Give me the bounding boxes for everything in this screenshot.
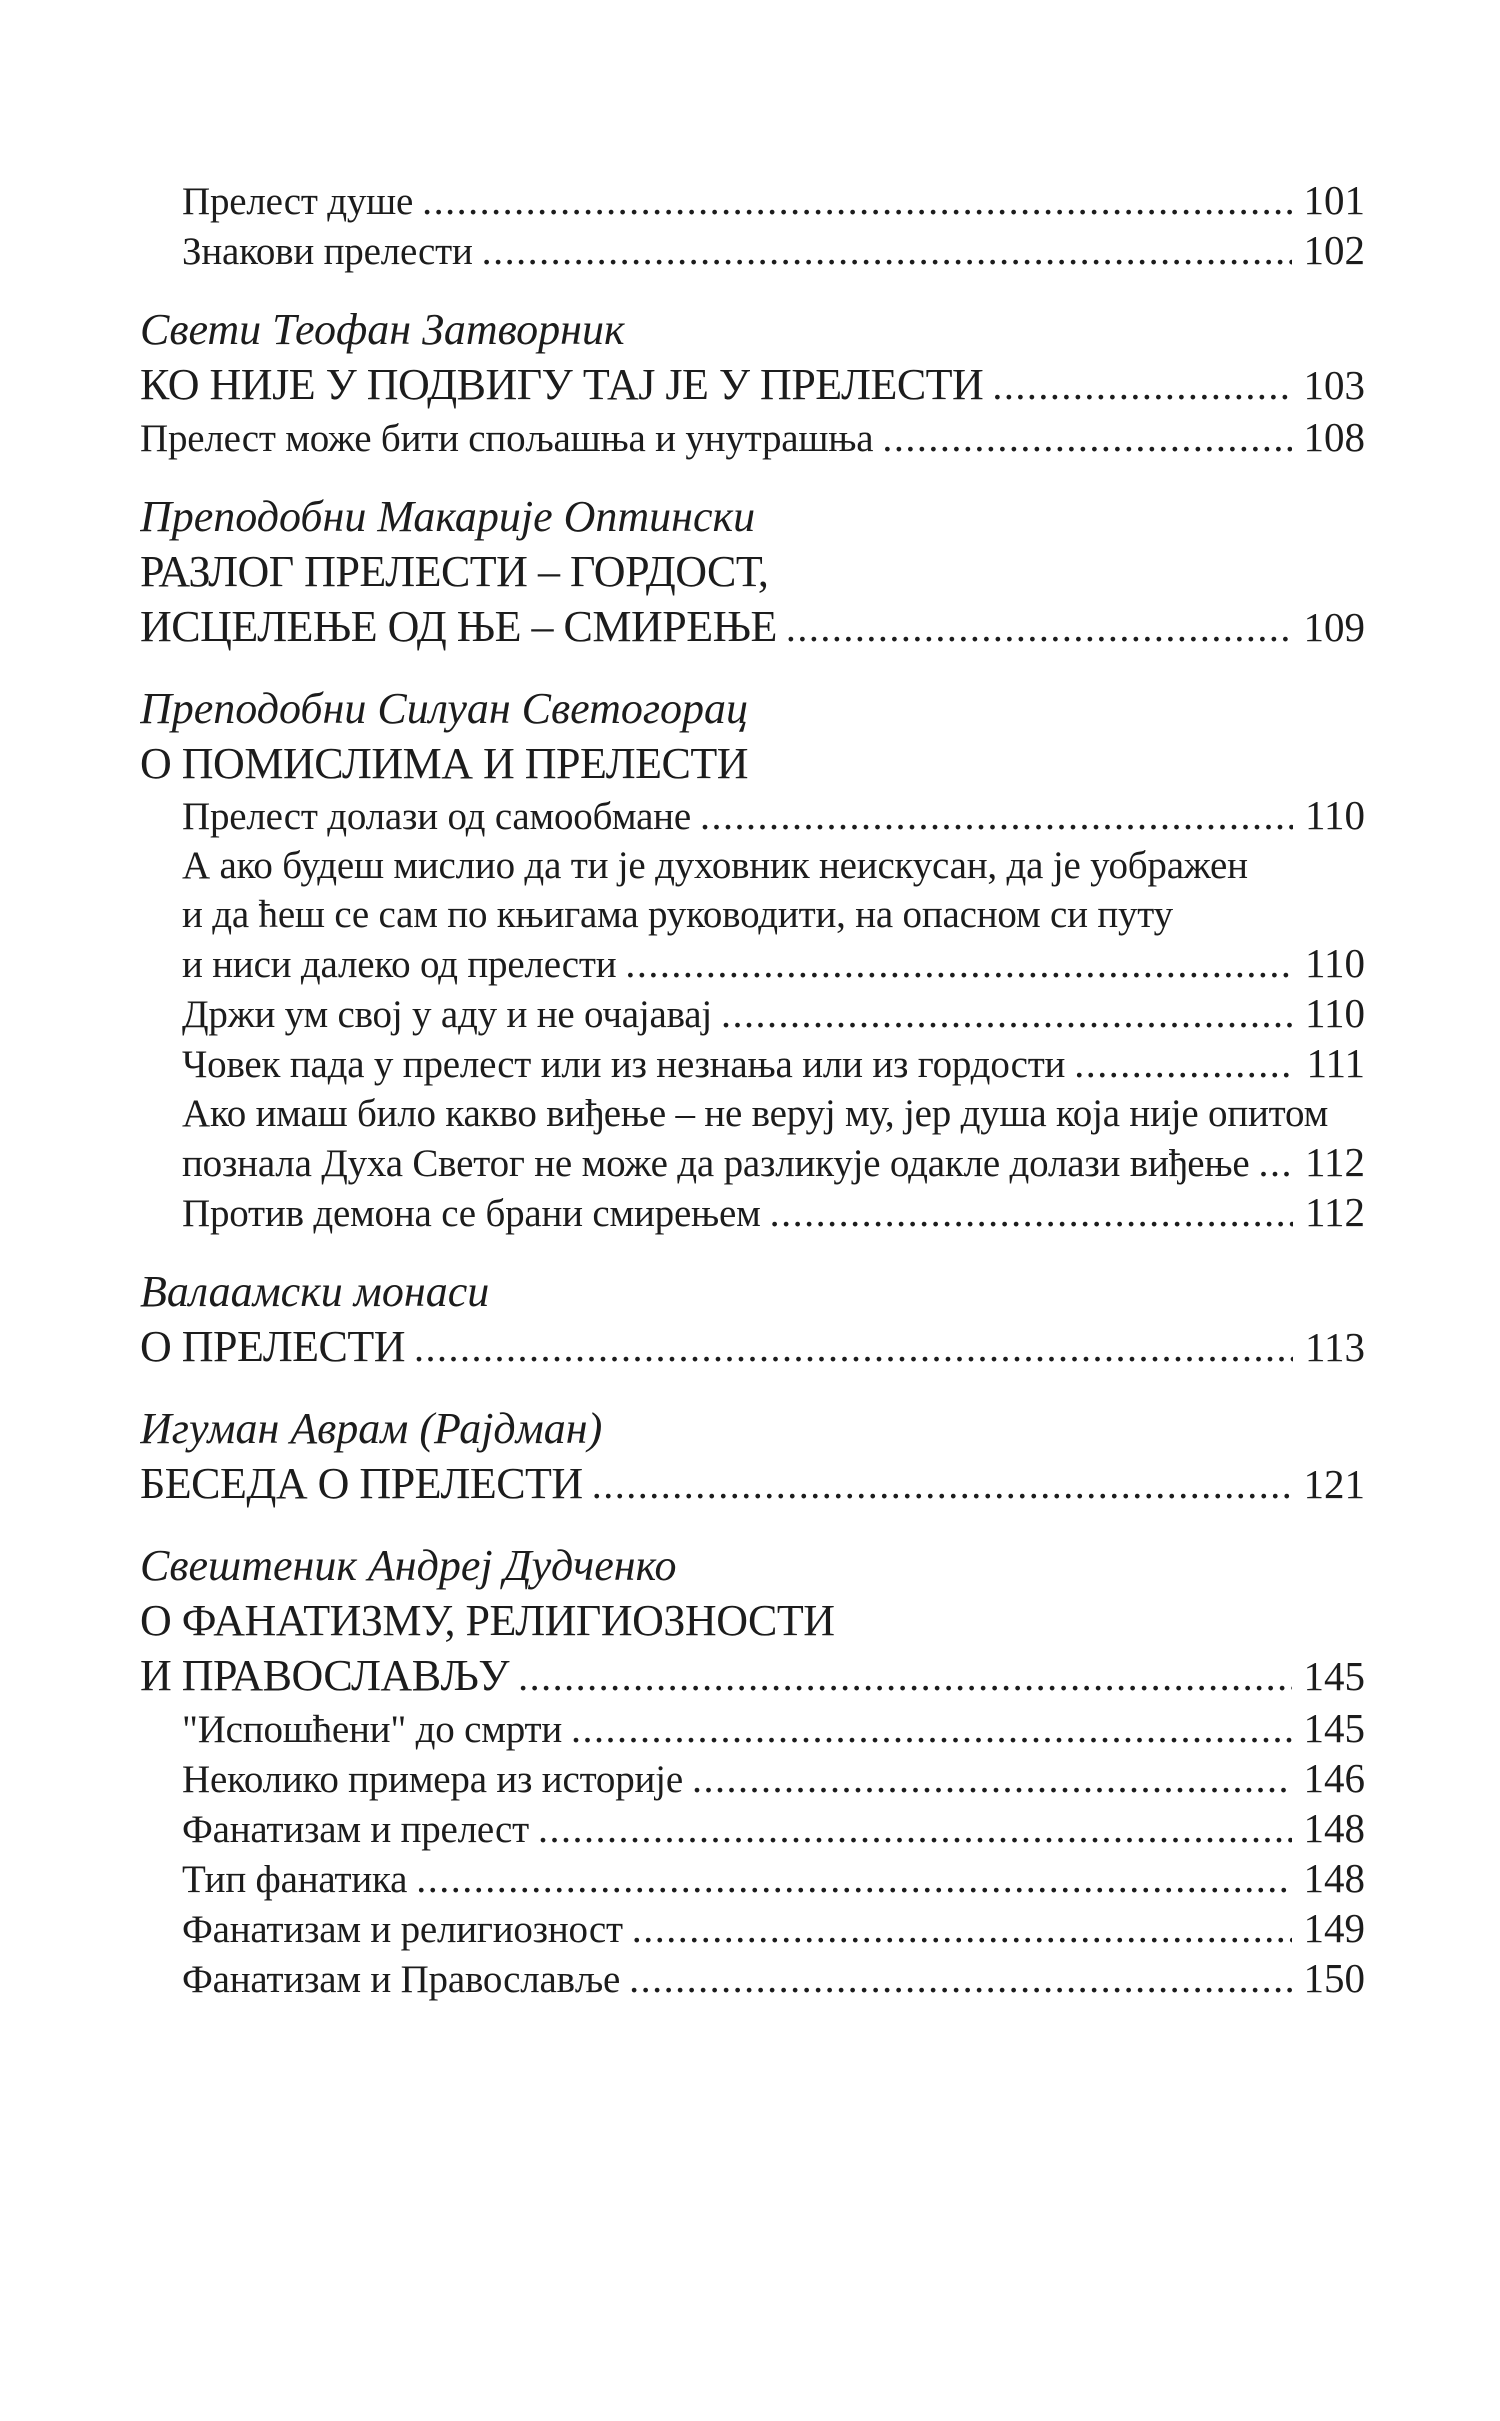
toc-author-row <box>140 302 1365 357</box>
toc-page-number: 112 <box>1305 1189 1365 1235</box>
toc-entry-row <box>140 1804 1365 1854</box>
toc-row-text: Држи ум свој у аду и не очајавај <box>182 993 713 1036</box>
dot-leader <box>721 989 1293 1038</box>
dot-leader <box>1259 1138 1294 1187</box>
dot-leader <box>786 600 1292 655</box>
toc-page-number: 110 <box>1305 792 1365 838</box>
toc-page-number: 101 <box>1303 177 1365 223</box>
toc-entry-row <box>140 1904 1365 1954</box>
toc-entry-row <box>140 1704 1365 1754</box>
toc-page-number: 149 <box>1303 1905 1365 1951</box>
dot-leader <box>700 791 1293 840</box>
toc-title-row <box>140 357 1365 413</box>
toc-title-row <box>140 544 1365 599</box>
toc-row-text: Валаамски монаси <box>140 1267 490 1316</box>
toc-page-number: 121 <box>1303 1461 1365 1507</box>
toc-title-row <box>140 1648 1365 1704</box>
toc-row-text: Знакови прелести <box>182 230 473 273</box>
toc-row-text: БЕСЕДА О ПРЕЛЕСТИ <box>140 1459 583 1508</box>
toc-title-row <box>140 1319 1365 1375</box>
toc-page-number: 103 <box>1303 362 1365 408</box>
toc-row-text: Свештеник Андреј Дудченко <box>140 1541 677 1590</box>
toc-page-number: 112 <box>1305 1139 1365 1185</box>
toc-entry-row <box>140 1754 1365 1804</box>
toc-entry-row <box>140 413 1365 463</box>
toc-entry-row <box>140 791 1365 841</box>
dot-leader <box>1074 1039 1294 1088</box>
toc-row-text: А ако будеш мислио да ти је духовник неискусан, да је уображен <box>182 844 1248 887</box>
dot-leader <box>592 1457 1292 1512</box>
toc-title-row <box>140 1456 1365 1512</box>
toc-entry-row <box>140 1188 1365 1238</box>
toc-row-text: Фанатизам и Православље <box>182 1958 621 2001</box>
dot-leader <box>625 939 1293 988</box>
toc-page-number: 108 <box>1303 414 1365 460</box>
dot-leader <box>422 176 1291 225</box>
toc-row-text: О ФАНАТИЗМУ, РЕЛИГИОЗНОСТИ <box>140 1596 835 1645</box>
toc-page-number: 111 <box>1306 1040 1365 1086</box>
toc-row-text: Преподобни Силуан Светогорац <box>140 684 749 733</box>
dot-leader <box>416 1854 1291 1903</box>
toc-row-text: и да ћеш се сам по књигама руководити, на опасном си путу <box>182 893 1173 936</box>
toc-author-row <box>140 1401 1365 1456</box>
toc-row-text: Против демона се брани смирењем <box>182 1192 761 1235</box>
toc-entry-row <box>140 1089 1365 1138</box>
toc-page-number: 110 <box>1305 940 1365 986</box>
toc-author-row <box>140 1264 1365 1319</box>
toc-entry-row <box>140 1954 1365 2004</box>
toc-row-text: Фанатизам и прелест <box>182 1808 529 1851</box>
dot-leader <box>992 358 1291 413</box>
toc-author-row <box>140 1538 1365 1593</box>
toc-page-number: 148 <box>1303 1855 1365 1901</box>
toc-row-text: Свети Теофан Затворник <box>140 305 625 354</box>
dot-leader <box>414 1320 1293 1375</box>
dot-leader <box>629 1954 1291 2003</box>
toc-entry-row <box>140 890 1365 939</box>
toc-row-text: "Испошћени" до смрти <box>182 1708 563 1751</box>
dot-leader <box>632 1904 1292 1953</box>
toc-page-number: 102 <box>1303 227 1365 273</box>
toc-author-row <box>140 681 1365 736</box>
toc-row-text: КО НИЈЕ У ПОДВИГУ ТАЈ ЈЕ У ПРЕЛЕСТИ <box>140 360 984 409</box>
toc-page-number: 145 <box>1303 1653 1365 1699</box>
dot-leader <box>482 226 1292 275</box>
toc-row-text: познала Духа Светог не може да разликује одакле долази виђење <box>182 1142 1250 1185</box>
toc-row-text: и ниси далеко од прелести <box>182 943 617 986</box>
toc-entry-row <box>140 989 1365 1039</box>
toc-page-number: 146 <box>1303 1755 1365 1801</box>
toc-row-text: Ако имаш било какво виђење – не веруј му, јер душа која није опитом <box>182 1092 1329 1135</box>
toc-row-text: Прелест долази од самообмане <box>182 795 691 838</box>
toc-entry-row <box>140 1039 1365 1089</box>
toc-row-text: Фанатизам и религиозност <box>182 1908 623 1951</box>
toc-author-row <box>140 489 1365 544</box>
toc-row-text: Преподобни Макарије Оптински <box>140 492 756 541</box>
toc-entry-row <box>140 939 1365 989</box>
toc-row-text: Прелест може бити спољашња и унутрашња <box>140 417 874 460</box>
toc-page-number: 145 <box>1303 1705 1365 1751</box>
dot-leader <box>770 1188 1293 1237</box>
toc-row-text: И ПРАВОСЛАВЉУ <box>140 1651 510 1700</box>
toc-row-text: ИСЦЕЛЕЊЕ ОД ЊЕ – СМИРЕЊЕ <box>140 602 777 651</box>
toc-entry-row <box>140 841 1365 890</box>
toc-title-row <box>140 599 1365 655</box>
dot-leader <box>538 1804 1292 1853</box>
dot-leader <box>571 1704 1291 1753</box>
toc-page-number: 148 <box>1303 1805 1365 1851</box>
toc-title-row <box>140 1593 1365 1648</box>
toc-entry-row <box>140 226 1365 276</box>
toc-row-text: Игуман Аврам (Рајдман) <box>140 1404 603 1453</box>
toc-page-number: 110 <box>1305 990 1365 1036</box>
toc-entry-row <box>140 176 1365 226</box>
toc-page-number: 150 <box>1303 1955 1365 2001</box>
toc-row-text: Прелест душе <box>182 180 414 223</box>
toc-row-text: Тип фанатика <box>182 1858 408 1901</box>
toc-row-text: О ПРЕЛЕСТИ <box>140 1322 406 1371</box>
toc-entry-row <box>140 1854 1365 1904</box>
toc-page-number: 109 <box>1303 604 1365 650</box>
toc-row-text: РАЗЛОГ ПРЕЛЕСТИ – ГОРДОСТ, <box>140 547 769 596</box>
toc-title-row <box>140 736 1365 791</box>
toc-row-text: Човек пада у прелест или из незнања или из гордости <box>182 1043 1066 1086</box>
dot-leader <box>518 1649 1291 1704</box>
dot-leader <box>692 1754 1292 1803</box>
toc-page-number: 113 <box>1305 1324 1365 1370</box>
toc-entry-row <box>140 1138 1365 1188</box>
dot-leader <box>882 413 1291 462</box>
toc-row-text: Неколико примера из историје <box>182 1758 683 1801</box>
toc-row-text: О ПОМИСЛИМА И ПРЕЛЕСТИ <box>140 739 749 788</box>
